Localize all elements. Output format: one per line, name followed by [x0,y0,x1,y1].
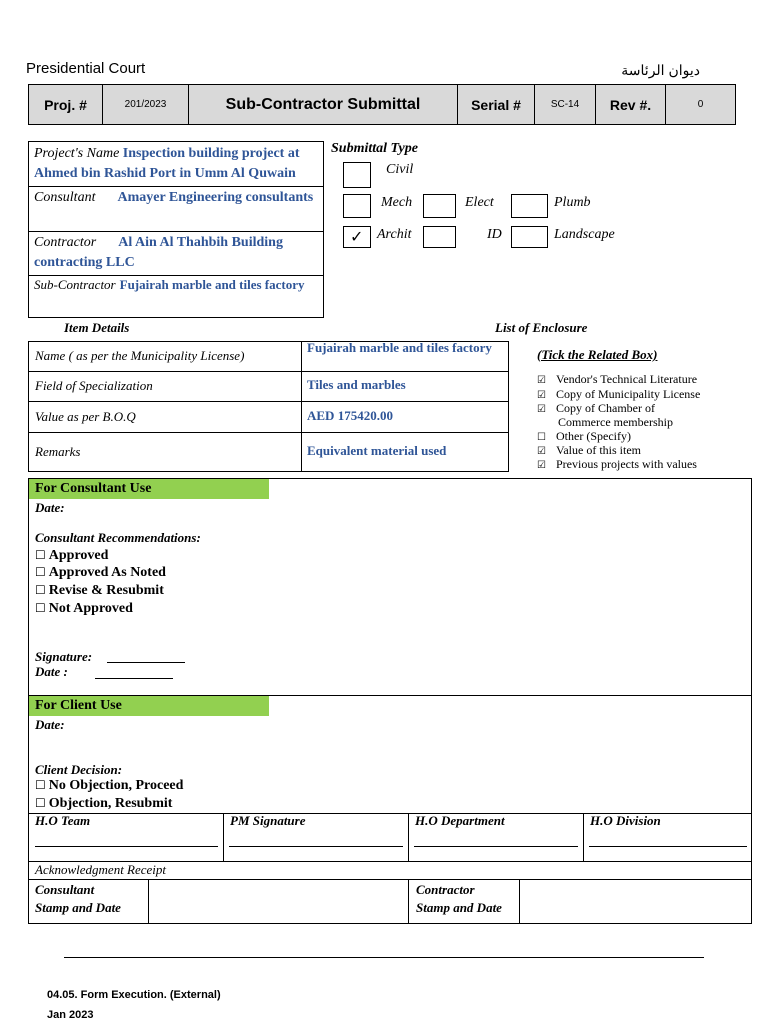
enclosure-item-continued [558,415,673,429]
enclosure-label: Copy of Municipality License [556,387,701,401]
organization-name: Presidential Court [26,60,146,77]
checked-box-icon: ☑ [537,390,546,401]
checked-box-icon: ☑ [537,446,546,457]
organization-name-arabic: ديوان الرئاسة [621,62,700,78]
serial-number: SC-14 [534,84,596,125]
enclosure-label: Previous projects with values [556,457,697,471]
archit-label: Archit [377,227,412,242]
value-boq-value: AED 175420.00 [307,408,393,423]
subcontractor-field [34,275,320,295]
consultant-value: Amayer Engineering consultants [117,190,314,205]
option-label: Revise & Resubmit [48,583,164,598]
checked-box-icon: ☑ [537,460,546,471]
contractor-stamp-line2: Stamp and Date [416,900,502,915]
option-label: Objection, Resubmit [48,796,173,811]
enclosure-item[interactable] [537,457,697,473]
id-label: ID [487,227,502,242]
subcontractor-value: Fujairah marble and tiles factory [119,277,305,292]
contractor-stamp-area[interactable] [520,880,751,923]
checkbox-icon: ☐ [35,548,46,562]
rev-number: 0 [665,84,736,125]
plumb-checkbox[interactable] [511,194,548,218]
client-date-label: Date: [35,717,65,732]
approved-option[interactable] [35,548,108,564]
empty-box-icon: ☐ [537,432,546,443]
archit-checkbox[interactable] [343,226,371,248]
signature-date-line[interactable] [95,678,173,679]
item-name-value: Fujairah marble and tiles factory [307,340,492,355]
not-approved-option[interactable] [35,601,133,617]
checkmark-icon: ✓ [350,227,364,246]
client-decision-label: Client Decision: [35,762,123,777]
mech-label: Mech [381,195,413,210]
rev-label: Rev #. [595,84,666,125]
acknowledgment-label: Acknowledgment Receipt [35,862,167,877]
checkbox-icon: ☐ [35,778,46,792]
subcontractor-label: Sub-Contractor [34,277,116,292]
plumb-label: Plumb [554,195,591,210]
form-code [47,989,221,1001]
consultant-label: Consultant [34,190,96,205]
consultant-stamp-line1: Consultant [35,882,95,897]
ho-team-sign-line[interactable] [35,846,218,847]
form-code-number: 04.05. [47,989,78,1001]
form-code-name: Form Execution. (External) [80,989,221,1001]
pm-signature-label: PM Signature [230,813,306,828]
approved-as-noted-option[interactable] [35,565,166,581]
signature-label: Signature: [35,649,93,664]
enclosure-label: Commerce membership [558,415,673,429]
option-label: Approved [48,548,109,563]
checkbox-icon: ☐ [35,583,46,597]
footer-divider [64,957,704,958]
contractor-stamp-line1: Contractor [416,882,475,897]
proj-label: Proj. # [28,84,103,125]
value-boq-label: Value as per B.O.Q [35,409,136,424]
consultant-stamp-line2: Stamp and Date [35,900,121,915]
elect-label: Elect [465,195,494,210]
option-label: Approved As Noted [48,565,166,580]
consultant-date-label: Date: [35,500,65,515]
enclosure-subtitle: (Tick the Related Box) [537,347,658,362]
checkbox-icon: ☐ [35,565,46,579]
id-checkbox[interactable] [423,226,456,248]
enclosure-item[interactable] [537,372,697,388]
remarks-value: Equivalent material used [307,443,447,458]
ho-division-label: H.O Division [590,813,661,828]
enclosure-label: Copy of Chamber of [556,401,655,415]
mech-checkbox[interactable] [343,194,371,218]
checked-box-icon: ☑ [537,404,546,415]
consultant-use-header: For Consultant Use [29,479,269,499]
landscape-checkbox[interactable] [511,226,548,248]
objection-option[interactable] [35,796,172,812]
consultant-stamp-label [35,881,121,917]
field-of-specialization-value: Tiles and marbles [307,377,406,392]
enclosure-label: Value of this item [556,443,641,457]
checked-box-icon: ☑ [537,375,546,386]
project-name-value: Inspection building project at Ahmed bin Rashid Port in Umm Al Quwain [34,146,300,181]
contractor-field [34,233,320,273]
checkbox-icon: ☐ [35,601,46,615]
consultant-stamp-area[interactable] [149,880,407,923]
landscape-label: Landscape [554,227,615,242]
consultant-field [34,188,320,208]
ho-team-label: H.O Team [35,813,91,828]
enclosure-label: Other (Specify) [556,429,631,443]
civil-label: Civil [386,162,414,177]
ho-department-sign-line[interactable] [414,846,578,847]
option-label: No Objection, Proceed [48,778,184,793]
submittal-type-title: Submittal Type [331,141,418,156]
form-title: Sub-Contractor Submittal [188,84,458,125]
ho-division-sign-line[interactable] [589,846,747,847]
field-of-specialization-label: Field of Specialization [35,378,153,393]
form-date: Jan 2023 [47,1009,94,1021]
serial-label: Serial # [457,84,535,125]
checkbox-icon: ☐ [35,796,46,810]
ho-department-label: H.O Department [415,813,505,828]
signature-line[interactable] [107,662,185,663]
contractor-value: Al Ain Al Thahbih Building contracting LLC [34,235,283,270]
revise-resubmit-option[interactable] [35,583,164,599]
remarks-label: Remarks [35,444,81,459]
client-use-header: For Client Use [29,696,269,716]
no-objection-option[interactable] [35,778,183,794]
enclosure-title: List of Enclosure [495,320,588,335]
elect-checkbox[interactable] [423,194,456,218]
contractor-label: Contractor [34,235,97,250]
option-label: Not Approved [48,601,133,616]
proj-number: 201/2023 [102,84,189,125]
enclosure-label: Vendor's Technical Literature [556,372,698,386]
consultant-recommendations-label: Consultant Recommendations: [35,530,201,545]
contractor-stamp-label [416,881,502,917]
item-name-label: Name ( as per the Municipality License) [35,348,245,363]
project-name-field [34,144,320,184]
civil-checkbox[interactable] [343,162,371,188]
pm-sign-line[interactable] [229,846,403,847]
signature-date-label: Date : [35,664,68,679]
item-details-title: Item Details [64,320,130,335]
project-name-label: Project's Name [34,146,120,161]
